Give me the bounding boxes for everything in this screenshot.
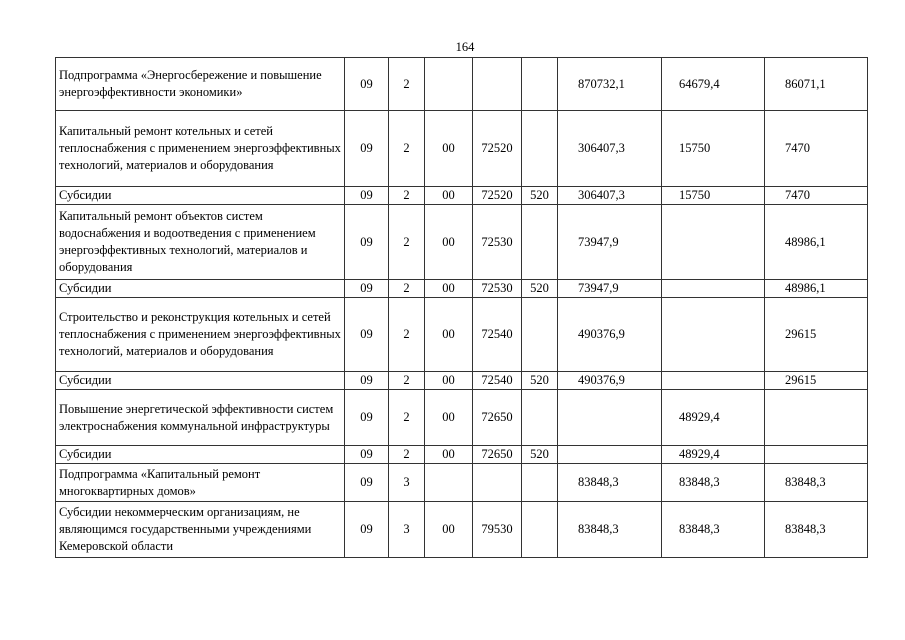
subsection-code: 2 bbox=[389, 446, 425, 464]
program-code: 00 bbox=[425, 390, 473, 446]
amount-year-2: 48929,4 bbox=[662, 390, 765, 446]
section-code: 09 bbox=[345, 187, 389, 205]
section-code: 09 bbox=[345, 446, 389, 464]
amount-year-2: 64679,4 bbox=[662, 58, 765, 111]
subsection-code: 2 bbox=[389, 111, 425, 187]
table-row bbox=[56, 464, 868, 502]
program-code: 00 bbox=[425, 372, 473, 390]
amount-year-2: 83848,3 bbox=[662, 464, 765, 502]
target-code: 72530 bbox=[473, 280, 522, 298]
program-code: 00 bbox=[425, 502, 473, 558]
amount-year-1: 73947,9 bbox=[558, 280, 662, 298]
table-row bbox=[56, 58, 868, 111]
amount-year-3 bbox=[765, 390, 868, 446]
amount-year-3 bbox=[765, 446, 868, 464]
row-name: Субсидии некоммерческим организациям, не являющимся государственными учреждениями Кемеровской области bbox=[56, 502, 345, 558]
amount-year-2: 48929,4 bbox=[662, 446, 765, 464]
row-name: Подпрограмма «Капитальный ремонт многоквартирных домов» bbox=[56, 464, 345, 502]
subsection-code: 2 bbox=[389, 205, 425, 280]
row-name: Капитальный ремонт объектов систем водоснабжения и водоотведения с применением энергоэффективных технологий, материалов и оборудования bbox=[56, 205, 345, 280]
table-row bbox=[56, 390, 868, 446]
subsection-code: 2 bbox=[389, 58, 425, 111]
program-code: 00 bbox=[425, 187, 473, 205]
row-name: Капитальный ремонт котельных и сетей теплоснабжения с применением энергоэффективных технологий, материалов и оборудования bbox=[56, 111, 345, 187]
section-code: 09 bbox=[345, 111, 389, 187]
subsection-code: 2 bbox=[389, 280, 425, 298]
amount-year-2 bbox=[662, 298, 765, 372]
subsection-code: 2 bbox=[389, 187, 425, 205]
target-code: 72540 bbox=[473, 298, 522, 372]
amount-year-3: 83848,3 bbox=[765, 502, 868, 558]
expense-type-code bbox=[522, 58, 558, 111]
section-code: 09 bbox=[345, 502, 389, 558]
subsection-code: 2 bbox=[389, 372, 425, 390]
row-name: Субсидии bbox=[56, 372, 345, 390]
program-code bbox=[425, 464, 473, 502]
row-name: Субсидии bbox=[56, 187, 345, 205]
amount-year-2 bbox=[662, 205, 765, 280]
target-code: 72650 bbox=[473, 446, 522, 464]
target-code bbox=[473, 464, 522, 502]
amount-year-1: 870732,1 bbox=[558, 58, 662, 111]
section-code: 09 bbox=[345, 372, 389, 390]
amount-year-1: 83848,3 bbox=[558, 464, 662, 502]
amount-year-2: 15750 bbox=[662, 111, 765, 187]
expense-type-code bbox=[522, 464, 558, 502]
amount-year-1: 490376,9 bbox=[558, 372, 662, 390]
expense-type-code bbox=[522, 205, 558, 280]
table-row bbox=[56, 446, 868, 464]
expense-type-code: 520 bbox=[522, 446, 558, 464]
table-row bbox=[56, 111, 868, 187]
amount-year-1: 306407,3 bbox=[558, 187, 662, 205]
row-name: Субсидии bbox=[56, 280, 345, 298]
target-code: 72540 bbox=[473, 372, 522, 390]
program-code: 00 bbox=[425, 446, 473, 464]
target-code: 72530 bbox=[473, 205, 522, 280]
subsection-code: 3 bbox=[389, 502, 425, 558]
program-code bbox=[425, 58, 473, 111]
expense-type-code: 520 bbox=[522, 187, 558, 205]
amount-year-3: 29615 bbox=[765, 372, 868, 390]
amount-year-3: 48986,1 bbox=[765, 280, 868, 298]
section-code: 09 bbox=[345, 390, 389, 446]
target-code bbox=[473, 58, 522, 111]
section-code: 09 bbox=[345, 58, 389, 111]
budget-table bbox=[55, 57, 868, 558]
table-row bbox=[56, 298, 868, 372]
expense-type-code: 520 bbox=[522, 280, 558, 298]
amount-year-2: 83848,3 bbox=[662, 502, 765, 558]
amount-year-3: 29615 bbox=[765, 298, 868, 372]
program-code: 00 bbox=[425, 280, 473, 298]
amount-year-3: 83848,3 bbox=[765, 464, 868, 502]
amount-year-1 bbox=[558, 390, 662, 446]
expense-type-code bbox=[522, 390, 558, 446]
amount-year-1: 73947,9 bbox=[558, 205, 662, 280]
expense-type-code bbox=[522, 298, 558, 372]
expense-type-code: 520 bbox=[522, 372, 558, 390]
amount-year-1: 306407,3 bbox=[558, 111, 662, 187]
table-row bbox=[56, 205, 868, 280]
program-code: 00 bbox=[425, 298, 473, 372]
target-code: 72520 bbox=[473, 187, 522, 205]
section-code: 09 bbox=[345, 464, 389, 502]
row-name: Субсидии bbox=[56, 446, 345, 464]
expense-type-code bbox=[522, 502, 558, 558]
subsection-code: 3 bbox=[389, 464, 425, 502]
table-row bbox=[56, 372, 868, 390]
program-code: 00 bbox=[425, 111, 473, 187]
amount-year-3: 48986,1 bbox=[765, 205, 868, 280]
target-code: 72520 bbox=[473, 111, 522, 187]
expense-type-code bbox=[522, 111, 558, 187]
table-row bbox=[56, 187, 868, 205]
amount-year-1 bbox=[558, 446, 662, 464]
amount-year-1: 490376,9 bbox=[558, 298, 662, 372]
target-code: 72650 bbox=[473, 390, 522, 446]
target-code: 79530 bbox=[473, 502, 522, 558]
amount-year-3: 7470 bbox=[765, 187, 868, 205]
amount-year-2 bbox=[662, 372, 765, 390]
section-code: 09 bbox=[345, 298, 389, 372]
row-name: Строительство и реконструкция котельных и сетей теплоснабжения с применением энергоэффективных технологий, материалов и оборудования bbox=[56, 298, 345, 372]
row-name: Повышение энергетической эффективности систем электроснабжения коммунальной инфраструктуры bbox=[56, 390, 345, 446]
page-number: 164 bbox=[455, 40, 475, 54]
amount-year-2 bbox=[662, 280, 765, 298]
amount-year-3: 7470 bbox=[765, 111, 868, 187]
amount-year-1: 83848,3 bbox=[558, 502, 662, 558]
subsection-code: 2 bbox=[389, 298, 425, 372]
program-code: 00 bbox=[425, 205, 473, 280]
subsection-code: 2 bbox=[389, 390, 425, 446]
amount-year-2: 15750 bbox=[662, 187, 765, 205]
row-name: Подпрограмма «Энергосбережение и повышение энергоэффективности экономики» bbox=[56, 58, 345, 111]
section-code: 09 bbox=[345, 205, 389, 280]
section-code: 09 bbox=[345, 280, 389, 298]
table-row bbox=[56, 280, 868, 298]
table-row bbox=[56, 502, 868, 558]
amount-year-3: 86071,1 bbox=[765, 58, 868, 111]
